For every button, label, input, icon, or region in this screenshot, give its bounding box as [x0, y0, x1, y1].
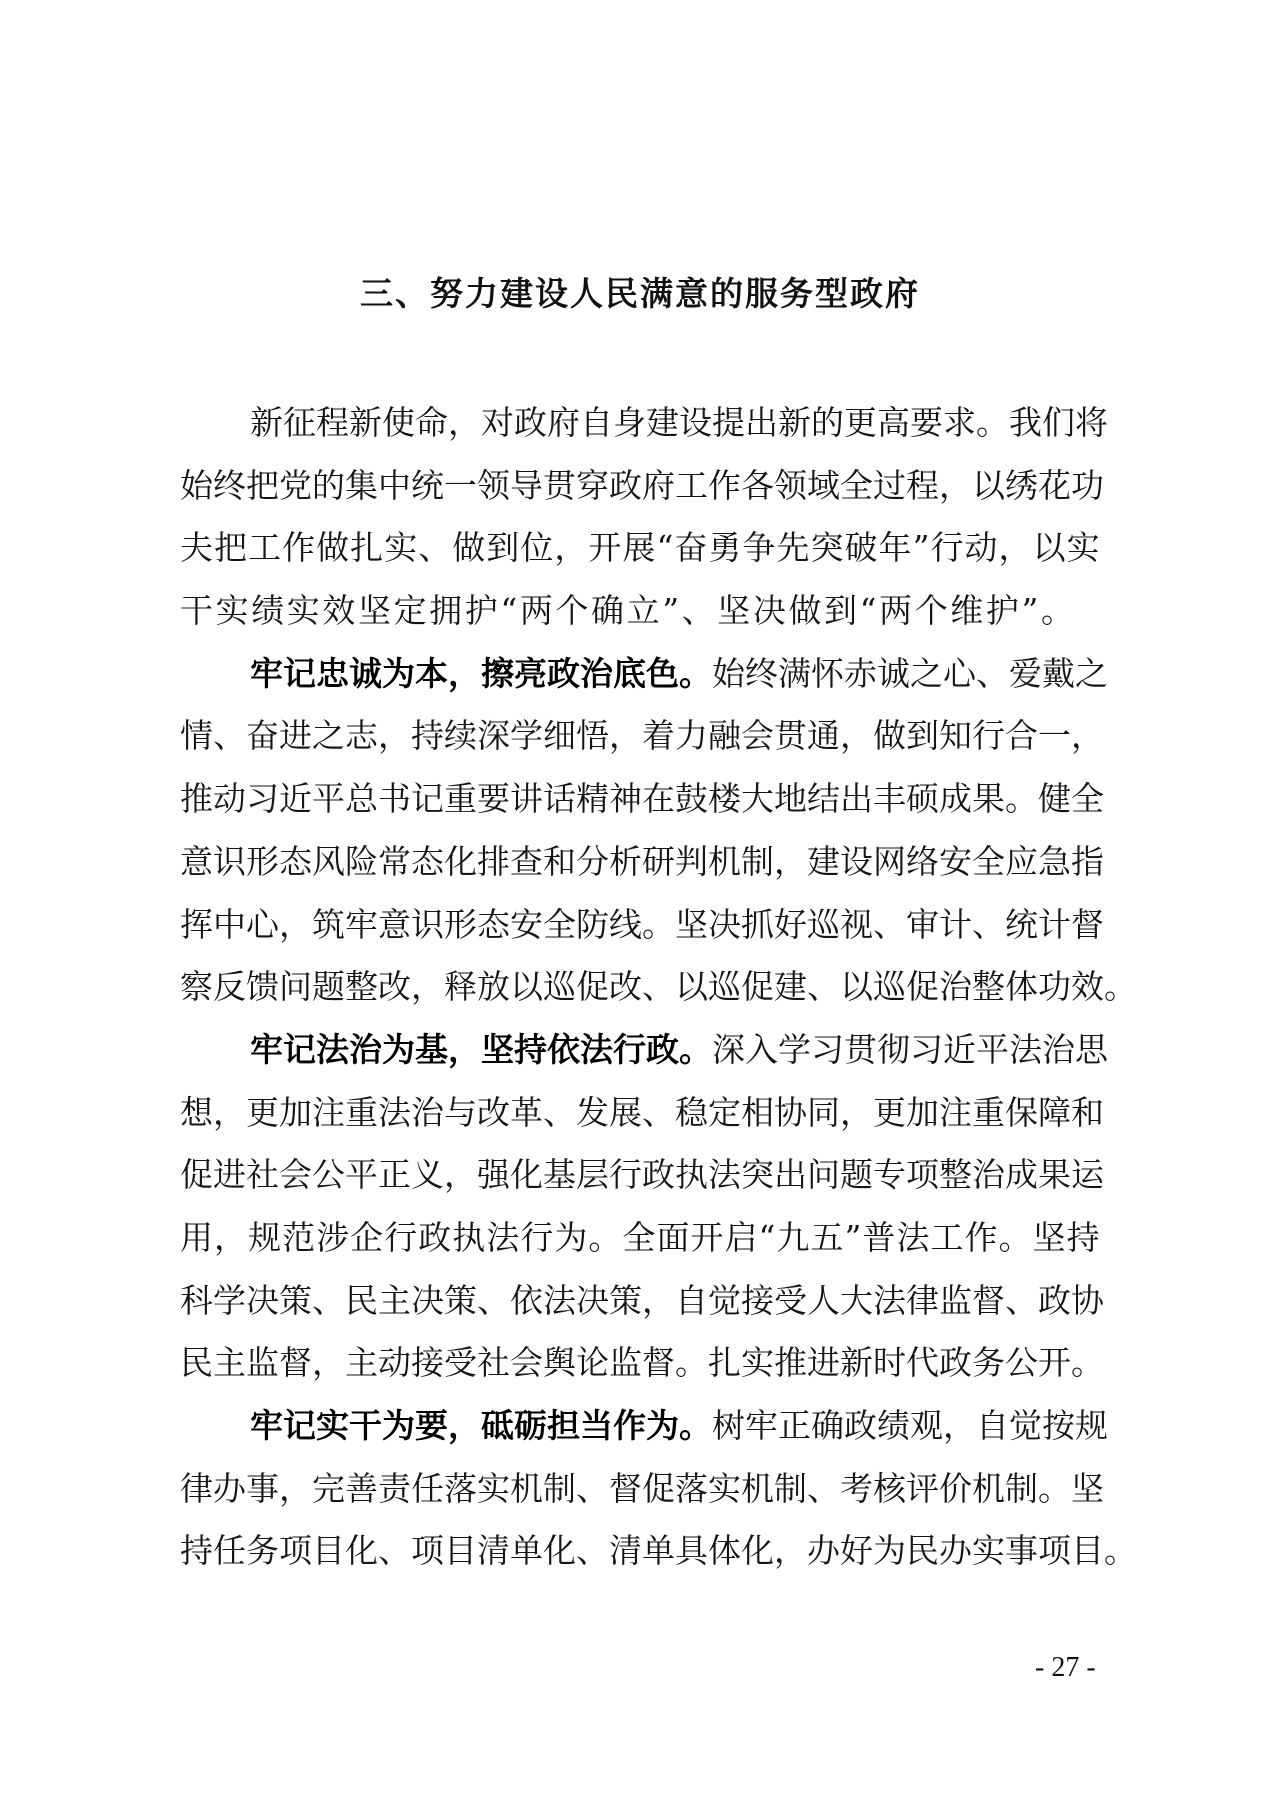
body-text: [180, 400, 1137, 1591]
text-line: 推 动 习 近 平 总 书 记 重 要 讲 话 精 神 在 鼓 楼 大 地 结 出 丰 硕 成 果 。 健 全: [180, 779, 1104, 819]
text-line: 干 实 绩 实 效 坚 定 拥 护 “ 两 个 确 立 ” 、 坚 决 做 到 “ 两 个 维 护 ” 。: [180, 591, 1074, 631]
text-line: 意 识 形 态 风 险 常 态 化 排 查 和 分 析 研 判 机 制 ， 建 设 网 络 安 全 应 急 指: [180, 841, 1104, 881]
text-line: 始 终 把 党 的 集 中 统 一 领 导 贯 穿 政 府 工 作 各 领 域 全 过 程 ， 以 绣 花 功: [180, 465, 1104, 505]
text-line: 用 ， 规 范 涉 企 行 政 执 法 行 为 。 全 面 开 启 “ 九 五 ” 普 法 工 作 。 坚 持: [180, 1217, 1100, 1257]
text-line: 持 任 务 项 目 化 、 项 目 清 单 化 、 清 单 具 体 化 ， 办 好 为 民 办 实 事 项 目 。: [180, 1531, 1137, 1571]
text-line: 夫 把 工 作 做 扎 实 、 做 到 位 ， 开 展 “ 奋 勇 争 先 突 破 年 ” 行 动 ， 以 实: [180, 528, 1100, 568]
text-line: 促 进 社 会 公 平 正 义 ， 强 化 基 层 行 政 执 法 突 出 问 题 专 项 整 治 成 果 运: [180, 1155, 1104, 1195]
text-line: 律 办 事 ， 完 善 责 任 落 实 机 制 、 督 促 落 实 机 制 、 考 核 评 价 机 制 。 坚: [180, 1468, 1104, 1508]
section-title: 三、努力建设人民满意的服务型政府: [360, 274, 920, 313]
text-line: 牢 记 忠 诚 为 本 ， 擦 亮 政 治 底 色 。 始 终 满 怀 赤 诚 之 心 、 爱 戴 之: [250, 653, 1108, 693]
text-line: 科 学 决 策 、 民 主 决 策 、 依 法 决 策 ， 自 觉 接 受 人 大 法 律 监 督 、 政 协: [180, 1280, 1104, 1320]
text-line: 民 主 监 督 ， 主 动 接 受 社 会 舆 论 监 督 。 扎 实 推 进 新 时 代 政 务 公 开 。: [180, 1343, 1104, 1383]
text-line: 牢 记 法 治 为 基 ， 坚 持 依 法 行 政 。 深 入 学 习 贯 彻 习 近 平 法 治 思: [250, 1029, 1108, 1069]
text-line: 情 、 奋 进 之 志 ， 持 续 深 学 细 悟 ， 着 力 融 会 贯 通 ， 做 到 知 行 合 一 ，: [180, 716, 1104, 756]
text-line: 牢 记 实 干 为 要 ， 砥 砺 担 当 作 为 。 树 牢 正 确 政 绩 观 ， 自 觉 按 规: [250, 1406, 1108, 1445]
text-line: 想 ， 更 加 注 重 法 治 与 改 革 、 发 展 、 稳 定 相 协 同 ， 更 加 注 重 保 障 和: [180, 1092, 1104, 1132]
page-number: - 27 -: [1035, 1652, 1096, 1683]
text-line: 察 反 馈 问 题 整 改 ， 释 放 以 巡 促 改 、 以 巡 促 建 、 以 巡 促 治 整 体 功 效 。: [180, 967, 1137, 1007]
text-line: 挥 中 心 ， 筑 牢 意 识 形 态 安 全 防 线 。 坚 决 抓 好 巡 视 、 审 计 、 统 计 督: [180, 904, 1104, 944]
text-line: 新 征 程 新 使 命 ， 对 政 府 自 身 建 设 提 出 新 的 更 高 要 求 。 我 们 将: [250, 403, 1108, 442]
